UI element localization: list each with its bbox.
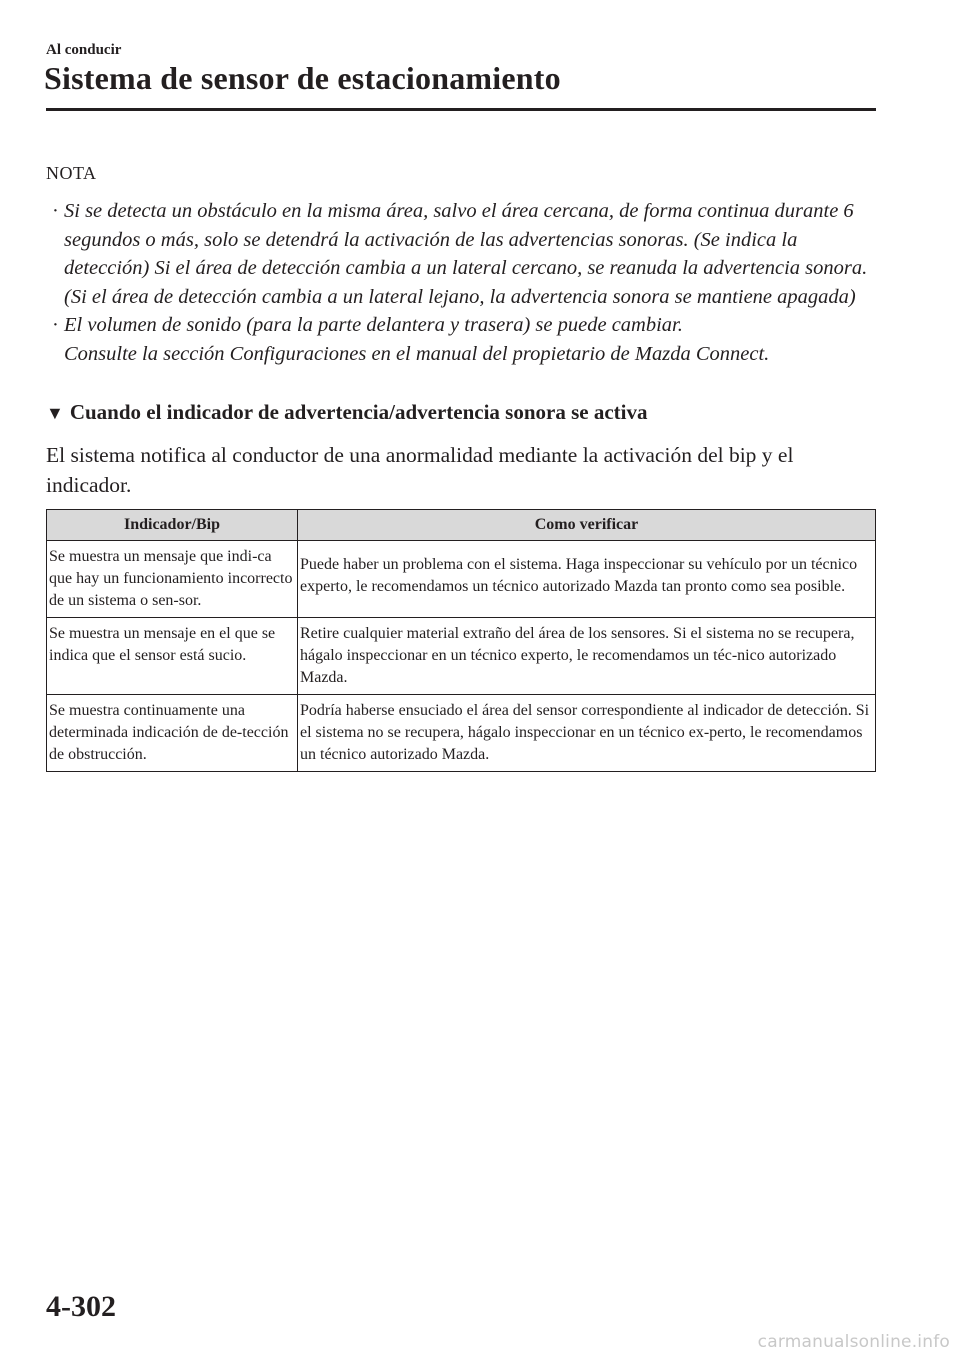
table-cell-indicator: Se muestra continuamente una determinada indicación de de-tección de obstrucción. bbox=[47, 695, 298, 772]
triangle-down-icon: ▼ bbox=[46, 403, 64, 423]
table-row bbox=[47, 541, 876, 618]
page-title: Sistema de sensor de estacionamiento bbox=[44, 60, 561, 96]
table-cell-check: Podría haberse ensuciado el área del sensor correspondiente al indicador de detección. Si el sistema no se recupera, hágalo inspeccionar en un técnico ex-perto, le recomendamos un técnico autorizado Mazda. bbox=[298, 695, 876, 772]
note-item-reference: Consulte la sección Configuraciones en el manual del propietario de Mazda Connect. bbox=[64, 342, 770, 365]
table-cell-indicator: Se muestra un mensaje en el que se indica que el sensor está sucio. bbox=[47, 618, 298, 695]
table-header-indicator: Indicador/Bip bbox=[47, 510, 298, 541]
note-item bbox=[46, 311, 876, 368]
note-item-text: Si se detecta un obstáculo en la misma área, salvo el área cercana, de forma continua durante 6 segundos o más, solo se detendrá la activación de las advertencias sonoras. (Se indica la detección) Si el área de detección cambia a un lateral cercano, se reanuda la advertencia sonora. (Si el área de detección cambia a un lateral lejano, la advertencia sonora se mantiene apagada) bbox=[64, 200, 868, 308]
section-heading-text: Cuando el indicador de advertencia/advertencia sonora se activa bbox=[69, 400, 648, 424]
bullet-icon: · bbox=[52, 314, 59, 336]
indicator-table bbox=[46, 509, 876, 772]
table-header-row bbox=[47, 510, 876, 541]
title-divider bbox=[46, 108, 876, 111]
chapter-label: Al conducir bbox=[46, 42, 122, 58]
bullet-icon: · bbox=[52, 200, 59, 222]
table-header-check: Como verificar bbox=[298, 510, 876, 541]
table-cell-check: Retire cualquier material extraño del área de los sensores. Si el sistema no se recupera, hágalo inspeccionar en un técnico experto, le recomendamos un téc-nico autorizado Mazda. bbox=[298, 618, 876, 695]
note-item bbox=[46, 197, 876, 311]
note-item-text: El volumen de sonido (para la parte delantera y trasera) se puede cambiar. bbox=[64, 314, 683, 336]
page-number: 4-302 bbox=[46, 1290, 116, 1323]
table-row bbox=[47, 618, 876, 695]
table-row bbox=[47, 695, 876, 772]
section-heading bbox=[46, 400, 648, 425]
note-list bbox=[46, 197, 876, 368]
table-cell-indicator: Se muestra un mensaje que indi-ca que hay un funcionamiento incorrecto de un sistema o sen-sor. bbox=[47, 541, 298, 618]
table-cell-check: Puede haber un problema con el sistema. Haga inspeccionar su vehículo por un técnico experto, le recomendamos un técnico autorizado Mazda tan pronto como sea posible. bbox=[298, 541, 876, 618]
section-intro: El sistema notifica al conductor de una anormalidad mediante la activación del bip y el indicador. bbox=[46, 443, 794, 497]
watermark: carmanualsonline.info bbox=[757, 1332, 950, 1352]
note-heading: NOTA bbox=[46, 163, 97, 183]
